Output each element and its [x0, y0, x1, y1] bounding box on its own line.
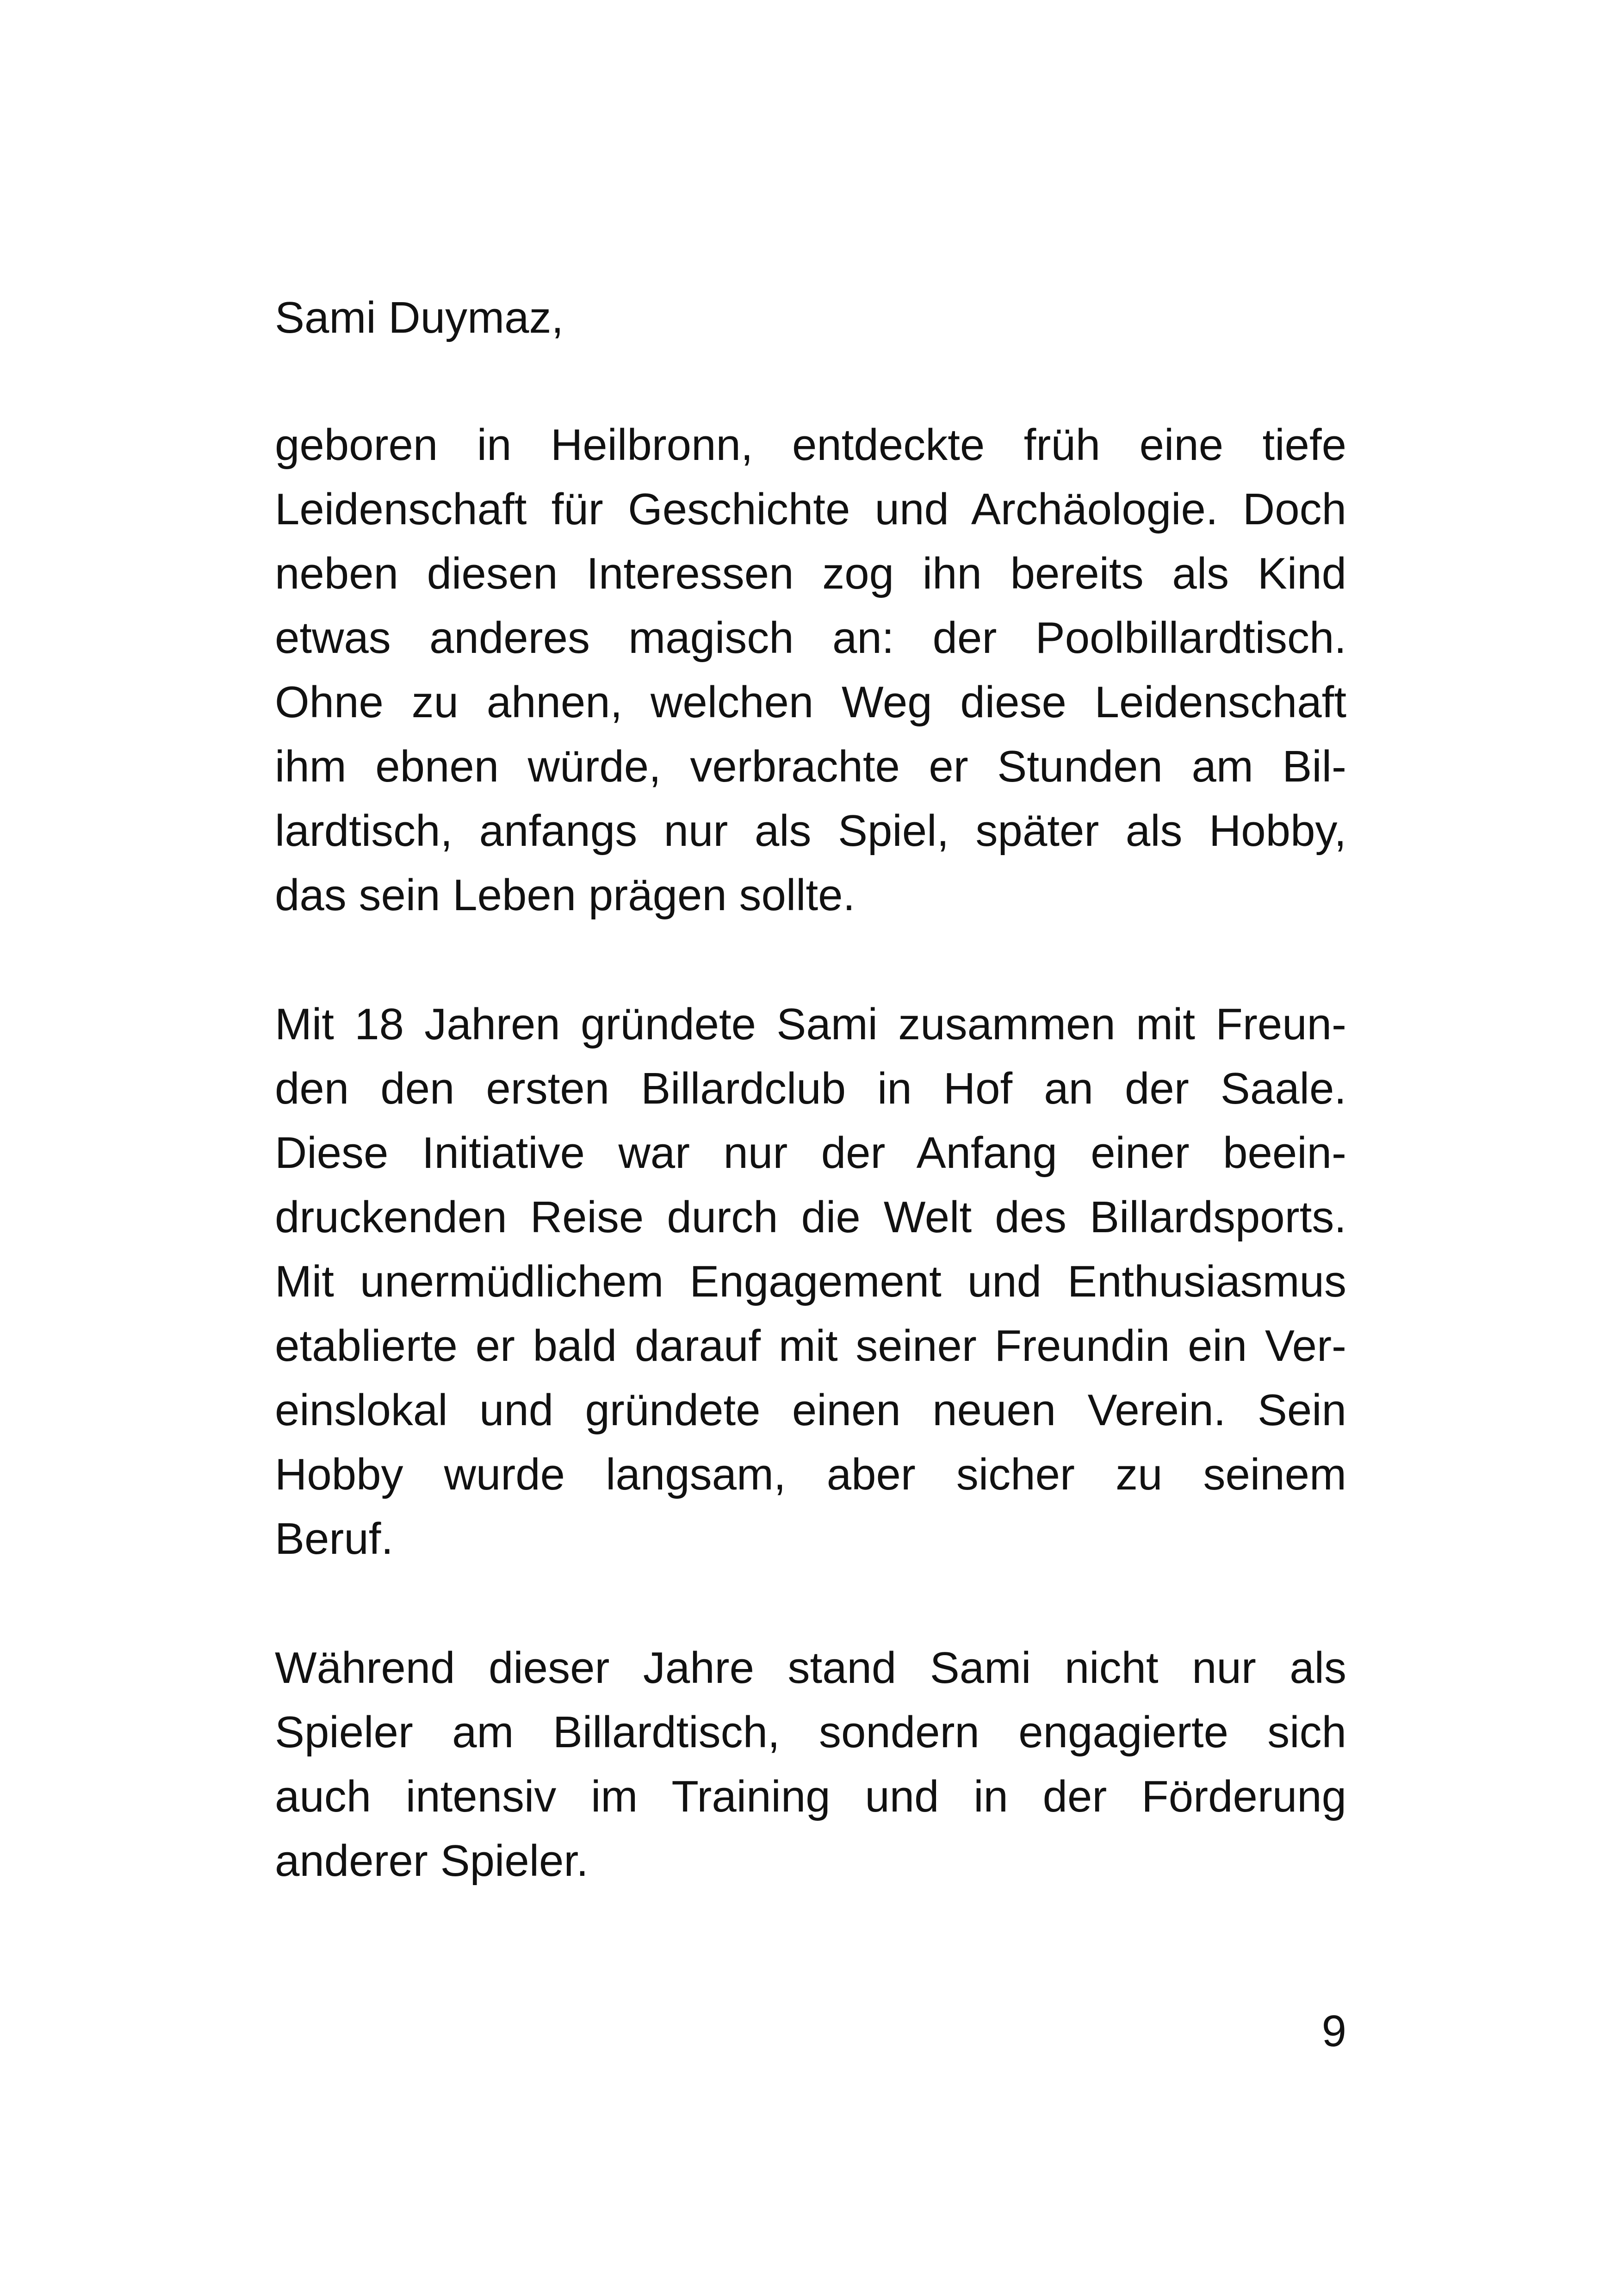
paragraph-3-line: anderer Spieler.	[275, 1836, 589, 1886]
paragraph-3-line: Während dieser Jahre stand Sami nicht nur als	[275, 1643, 1346, 1693]
paragraph-1-line: geboren in Heilbronn, entdeckte früh eine tiefe	[275, 420, 1346, 470]
paragraph-2-line: Mit 18 Jahren gründete Sami zusammen mit Freun-	[275, 999, 1346, 1049]
page-number: 9	[1321, 2006, 1346, 2056]
paragraph-1-line: ihm ebnen würde, verbrachte er Stunden am Bil-	[275, 742, 1346, 791]
paragraph-3-line: auch intensiv im Training und in der Förderung	[275, 1772, 1346, 1821]
paragraph-2-line: druckenden Reise durch die Welt des Billardsports.	[275, 1192, 1346, 1242]
paragraph-2-line: etablierte er bald darauf mit seiner Freundin ein Ver-	[275, 1321, 1346, 1371]
paragraph-1-line: Leidenschaft für Geschichte und Archäologie. Doch	[275, 484, 1346, 534]
paragraph-2-line: Mit unermüdlichem Engagement und Enthusiasmus	[275, 1257, 1346, 1306]
page-heading: Sami Duymaz,	[275, 293, 564, 342]
paragraph-1-line: neben diesen Interessen zog ihn bereits als Kind	[275, 549, 1346, 598]
paragraph-2-line: Hobby wurde langsam, aber sicher zu seinem	[275, 1450, 1346, 1499]
paragraph-2-line: einslokal und gründete einen neuen Verein. Sein	[275, 1385, 1346, 1435]
paragraph-2-line: den den ersten Billardclub in Hof an der Saale.	[275, 1064, 1346, 1113]
paragraph-2-line: Diese Initiative war nur der Anfang einer beein-	[275, 1128, 1346, 1178]
paragraph-1-line: etwas anderes magisch an: der Poolbillardtisch.	[275, 613, 1346, 663]
paragraph-1-line: Ohne zu ahnen, welchen Weg diese Leidenschaft	[275, 677, 1346, 727]
paragraph-3-line: Spieler am Billardtisch, sondern engagierte sich	[275, 1707, 1346, 1757]
paragraph-1-line: lardtisch, anfangs nur als Spiel, später als Hobby,	[275, 806, 1346, 856]
paragraph-2-line: Beruf.	[275, 1514, 394, 1564]
paragraph-1-line: das sein Leben prägen sollte.	[275, 870, 855, 920]
